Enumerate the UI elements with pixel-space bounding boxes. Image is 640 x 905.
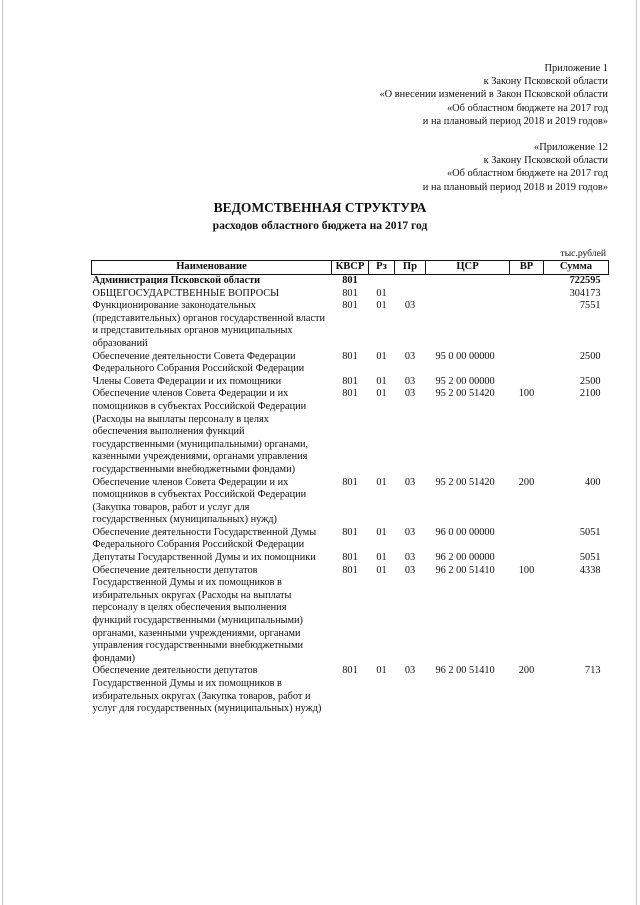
cell-rz: 01 [376,287,387,299]
cell-name: Обеспечение деятельности депутатов Государственной Думы и их помощников в избирательных округах (Расходы на выплаты персоналу в целях обеспечения выполнения функций государственными (муниципальными) органами, казенными учреждениями, органами управления государственными внебюджетными фондами) [92,564,303,664]
cell-name: Обеспечение деятельности Государственной Думы Федерального Собрания Российской Федерации [92,526,317,551]
cell-name: Обеспечение деятельности Совета Федерации Федерального Собрания Российской Федерации [92,350,305,375]
scan-edge-right [636,0,637,905]
cell-rz [369,275,395,288]
annex-12-line: «Об областном бюджете на 2017 год [446,168,608,180]
cell-vr: 200 [518,476,535,488]
cell-csr: 95 0 00 00000 [435,350,495,362]
table-body [92,275,609,716]
cell-vr [510,275,544,288]
table-row [92,376,609,389]
header-csr: ЦСР [426,261,510,275]
cell-kvsr: 801 [342,300,358,312]
table-row [92,565,609,666]
cell-sum: 722595 [569,275,601,286]
cell-csr: 96 2 00 51410 [435,665,495,677]
cell-vr [510,300,544,350]
cell-kvsr: 801 [342,552,358,564]
annex-1-line: «О внесении изменений в Закон Псковской области [379,89,608,101]
annex-1-line: к Закону Псковской области [483,76,608,88]
cell-kvsr: 801 [342,275,358,286]
table-row [92,552,609,565]
table-row [92,300,609,350]
cell-pr: 03 [404,564,416,576]
cell-name: Функционирование законодательных (представительных) органов государственной власти и представительных органов муниципальных образований [92,300,326,349]
cell-csr: 96 0 00 00000 [435,526,495,538]
annex-12-line: «Приложение 12 [534,142,608,153]
cell-kvsr: 801 [342,665,358,677]
cell-vr: 100 [518,388,535,400]
cell-name: Администрация Псковской области [92,275,261,286]
cell-vr [510,376,544,389]
cell-rz: 01 [376,552,387,564]
cell-name: Обеспечение членов Совета Федерации и их помощников в субъектах Российской Федерации (Расходы на выплаты персоналу в целях обеспечения выполнения функций государственными (муниципальными) органами, казенными учреждениями, органами управления государственными внебюджетными фондами) [92,388,309,475]
cell-sum: 304173 [569,287,601,299]
cell-csr [426,275,510,288]
cell-rz: 01 [376,476,387,488]
cell-pr: 03 [404,665,416,677]
table-header-row [92,261,609,275]
annex-12-header [423,141,608,194]
header-rz: Рз [369,261,395,275]
cell-sum: 2500 [579,375,601,387]
cell-name: Обеспечение членов Совета Федерации и их помощников в субъектах Российской Федерации (Закупка товаров, работ и услуг для государственных (муниципальных) нужд) [92,476,307,526]
table-row [92,477,609,527]
table-row [92,527,609,552]
cell-csr: 96 2 00 00000 [435,552,495,564]
cell-kvsr: 801 [342,526,358,538]
cell-kvsr: 801 [342,388,358,400]
cell-pr: 03 [404,476,416,488]
annex-1-line: Приложение 1 [544,63,608,74]
cell-pr: 03 [404,552,416,564]
header-name: Наименование [92,261,332,275]
header-kvsr: КВСР [332,261,369,275]
cell-vr [510,288,544,301]
annex-1-line: и на плановый период 2018 и 2019 годов» [422,115,608,127]
cell-sum: 5051 [579,552,601,564]
cell-sum: 7551 [579,300,601,312]
table-row [92,665,609,715]
document-subtitle: расходов областного бюджета на 2017 год [212,219,428,232]
cell-csr [426,288,510,301]
table-row [92,351,609,376]
cell-sum: 400 [585,476,601,488]
cell-rz: 01 [376,350,387,362]
table-row [92,288,609,301]
cell-csr [426,300,510,350]
cell-sum: 2500 [579,350,601,362]
units-label: тыс.рублей [560,248,606,259]
cell-name: ОБЩЕГОСУДАРСТВЕННЫЕ ВОПРОСЫ [92,287,280,299]
cell-kvsr: 801 [342,375,358,387]
cell-pr [395,275,426,288]
cell-rz: 01 [376,300,387,312]
cell-vr [510,552,544,565]
cell-pr: 03 [404,388,416,400]
cell-kvsr: 801 [342,564,358,576]
cell-kvsr: 801 [342,287,358,299]
document-title: ВЕДОМСТВЕННАЯ СТРУКТУРА [213,200,427,215]
cell-vr: 200 [518,665,535,677]
cell-sum: 5051 [579,526,601,538]
header-pr: Пр [395,261,426,275]
cell-rz: 01 [376,526,387,538]
cell-pr: 03 [404,526,416,538]
cell-pr: 03 [404,350,416,362]
cell-vr: 100 [518,564,535,576]
scan-edge-left [2,0,3,905]
annex-12-line: к Закону Псковской области [483,155,608,167]
cell-pr: 03 [404,375,416,387]
cell-sum: 2100 [579,388,601,400]
cell-pr [395,288,426,301]
cell-csr: 95 2 00 51420 [435,388,495,400]
annex-12-line: и на плановый период 2018 и 2019 годов» [422,181,608,193]
cell-pr: 03 [404,300,416,312]
cell-rz: 01 [376,388,387,400]
cell-name: Обеспечение деятельности депутатов Государственной Думы и их помощников в избирательных округах (Закупка товаров, работ и услуг для государственных (муниципальных) нужд) [92,665,322,715]
cell-rz: 01 [376,665,387,677]
cell-csr: 96 2 00 51410 [435,564,495,576]
cell-rz: 01 [376,375,387,387]
cell-csr: 95 2 00 00000 [435,375,495,387]
cell-sum: 4338 [579,564,601,576]
annex-1-header [379,62,608,128]
cell-kvsr: 801 [342,350,358,362]
header-sum: Сумма [544,261,609,275]
cell-sum: 713 [585,665,601,677]
cell-name: Депутаты Государственной Думы и их помощники [92,552,316,564]
budget-table [91,260,609,716]
annex-1-line: «Об областном бюджете на 2017 год [446,102,608,114]
cell-csr: 95 2 00 51420 [435,476,495,488]
cell-kvsr: 801 [342,476,358,488]
header-vr: ВР [510,261,544,275]
table-row [92,275,609,288]
cell-name: Члены Совета Федерации и их помощники [92,375,282,387]
table-row [92,388,609,476]
cell-vr [510,351,544,376]
cell-rz: 01 [376,564,387,576]
cell-vr [510,527,544,552]
